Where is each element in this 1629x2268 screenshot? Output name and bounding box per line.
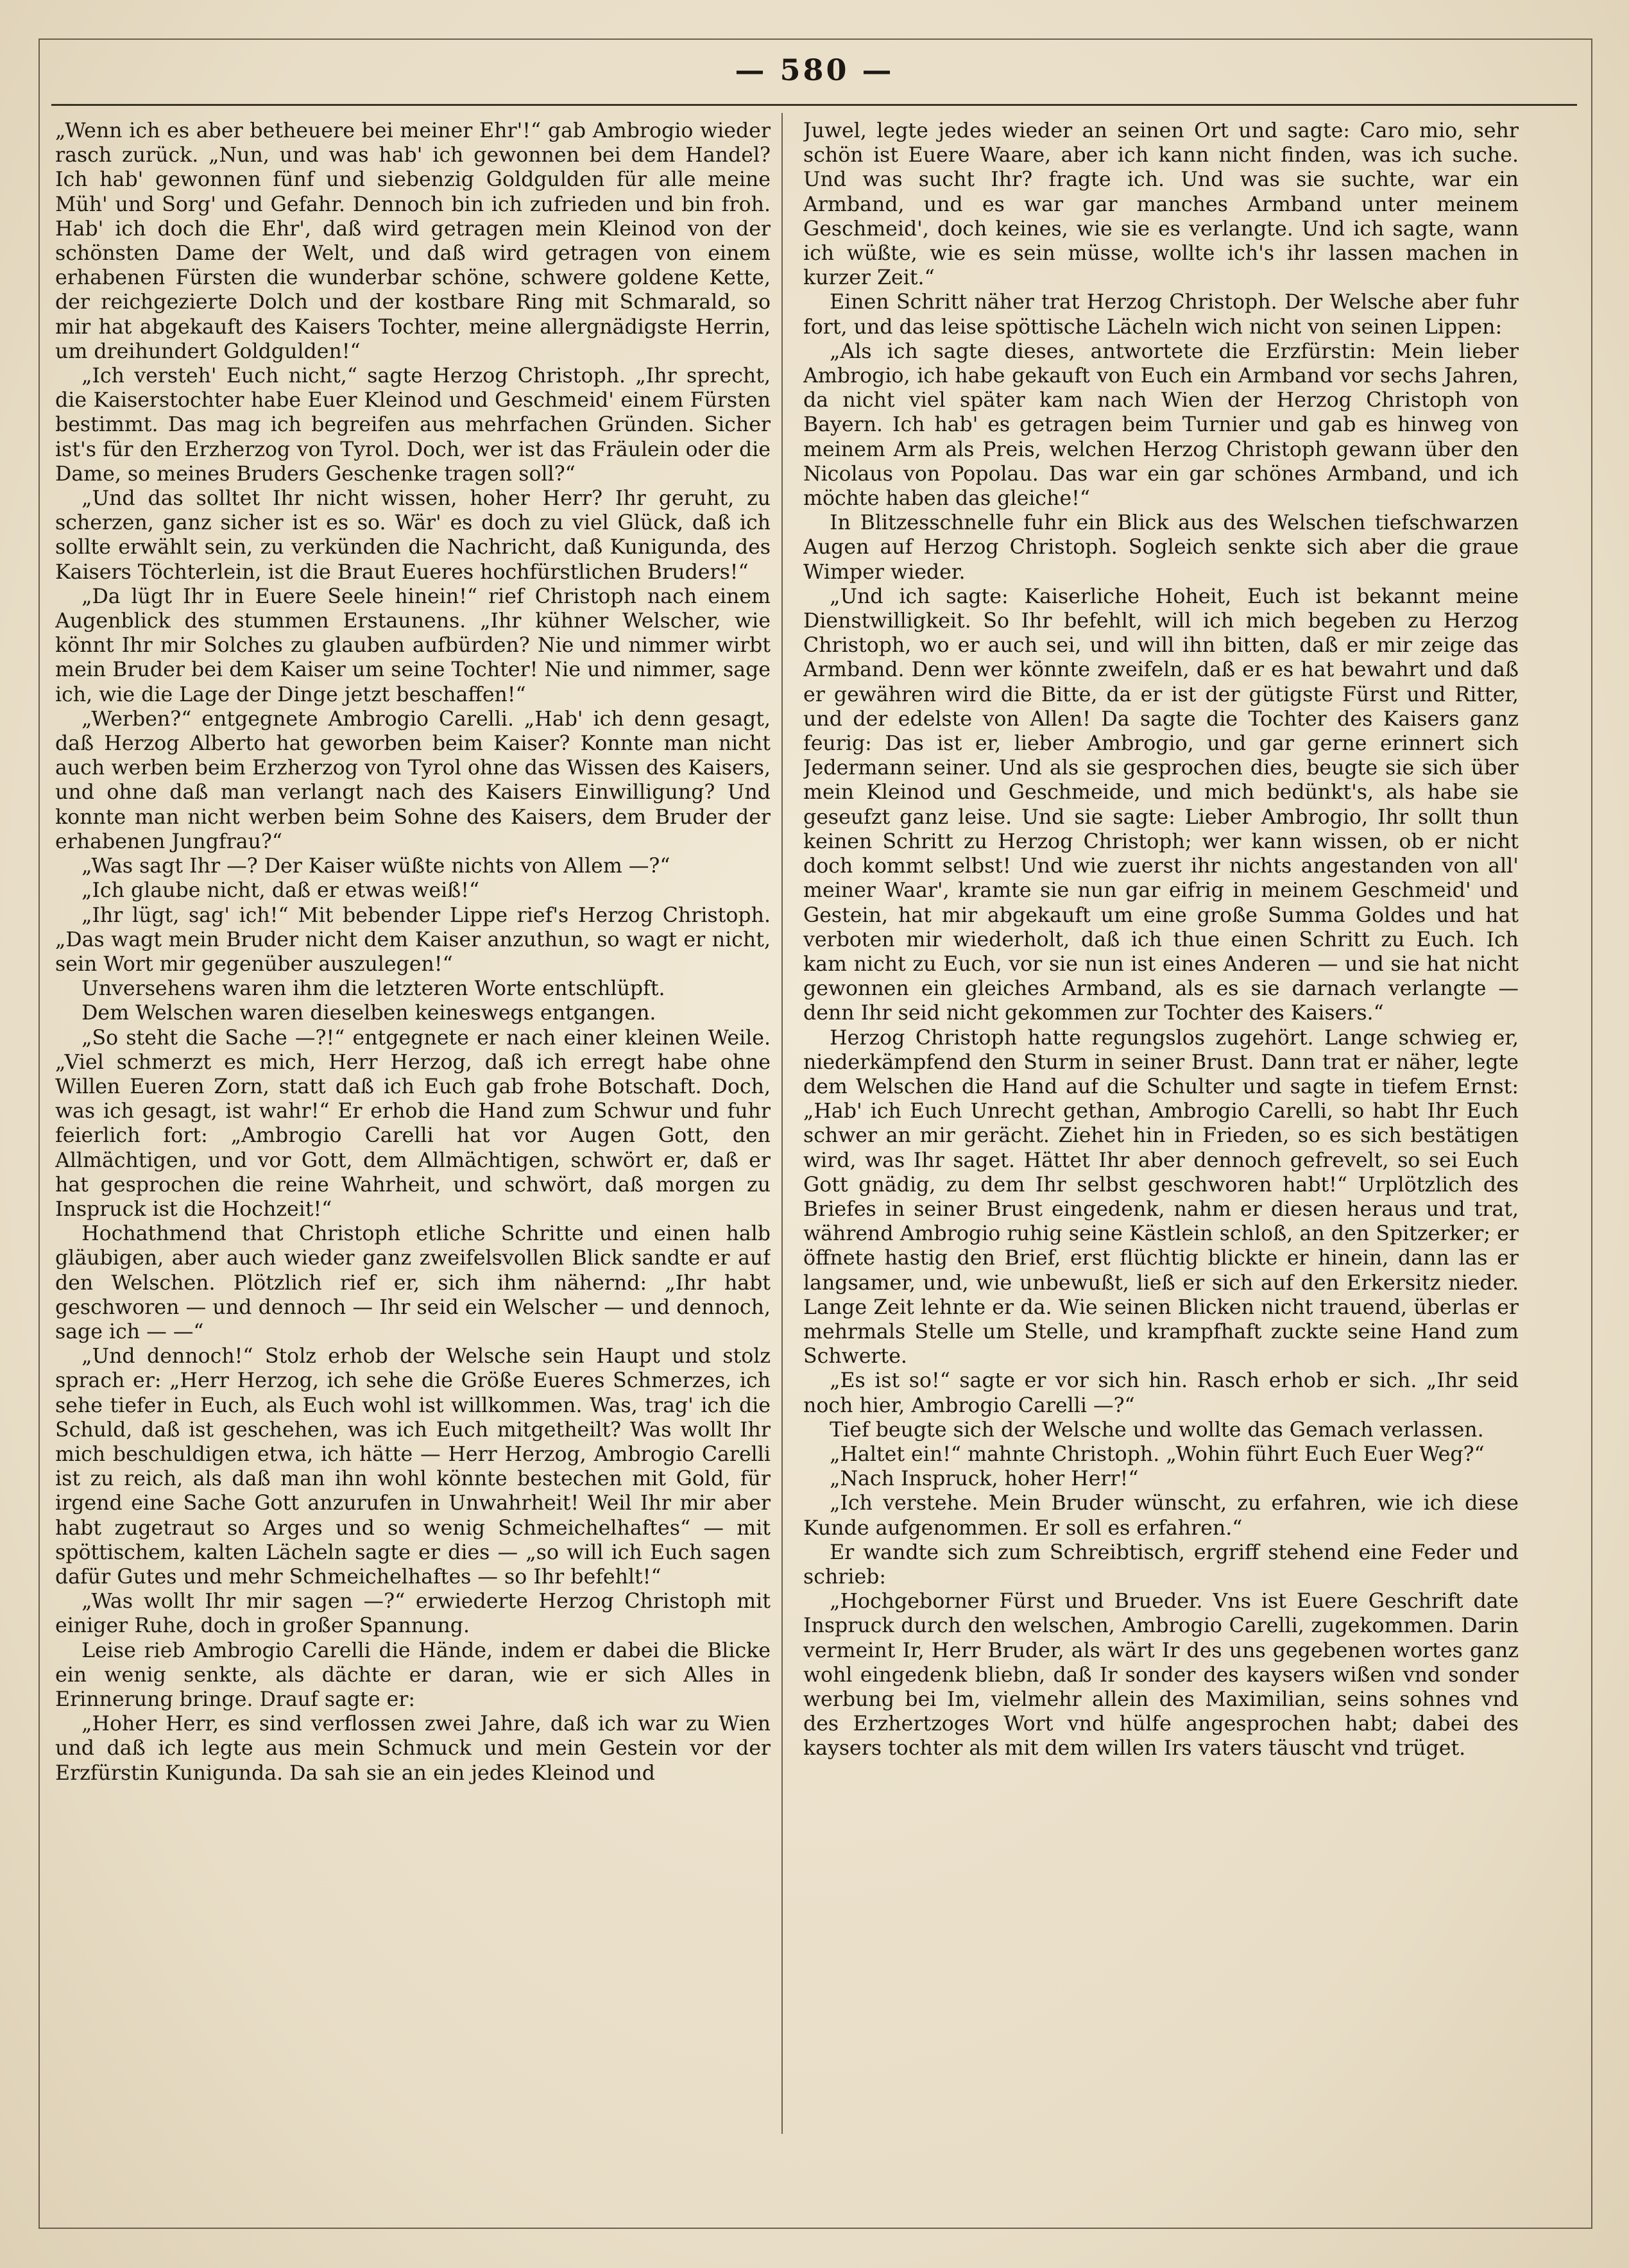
page-number: — 580 — — [735, 53, 894, 87]
paragraph: „Nach Inspruck, hoher Herr!“ — [830, 1467, 1139, 1491]
paragraph: „So steht die Sache —?!“ entgegnete er nach einer kleinen Weile. „Viel schmerzt es mich, Herr Herzog, daß ich erregt habe ohne Willen Eueren Zorn, statt daß ich Euch gab frohe Botschaft. Doch, was ich gesagt, ist wahr!“ Er erhob die Hand zum Schwur und fuhr feierlich fort: „Ambrogio Carelli hat vor Augen Gott, den Allmächtigen, und vor Gott, dem Allmächtigen, schwört er, daß er hat gesprochen die reine Wahrheit, und schwört, daß morgen zu Inspruck ist die Hochzeit!“ — [55, 1026, 771, 1221]
right-column — [803, 119, 1519, 2172]
header-rule — [51, 104, 1577, 106]
paragraph: „Hoher Herr, es sind verflossen zwei Jahre, daß ich war zu Wien und daß ich legte aus mein Schmuck und mein Gestein vor der Erzfürstin Kunigunda. Da sah sie an ein jedes Kleinod und — [55, 1712, 771, 1785]
paragraph: „Haltet ein!“ mahnte Christoph. „Wohin führt Euch Euer Weg?“ — [830, 1442, 1485, 1466]
paragraph: „Und das solltet Ihr nicht wissen, hoher Herr? Ihr geruht, zu scherzen, ganz sicher ist es so. Wär' es doch zu viel Glück, daß ich sollte erwählt sein, zu verkünden die Nachricht, daß Kunigunda, des Kaisers Töchterlein, ist die Braut Eueres hochfürstlichen Bruders!“ — [55, 487, 771, 584]
paragraph: Herzog Christoph hatte regungslos zugehört. Lange schwieg er, niederkämpfend den Sturm in seiner Brust. Dann trat er näher, legte dem Welschen die Hand auf die Schulter und sagte in tiefem Ernst: „Hab' ich Euch Unrecht gethan, Ambrogio Carelli, so habt Ihr Euch schwer an mir gerächt. Ziehet hin in Frieden, so es sich bestätigen wird, was Ihr saget. Hättet Ihr aber dennoch gefrevelt, so sei Euch Gott gnädig, zu dem Ihr selbst geschworen habt!“ Urplötzlich des Briefes in seiner Brust eingedenk, nahm er diesen heraus und trat, während Ambrogio ruhig seine Kästlein schloß, an den Spitzerker; er öffnete hastig den Brief, erst flüchtig blickte er hinein, dann las er langsamer, und, wie unbewußt, ließ er sich auf den Erkersitz nieder. Lange Zeit lehnte er da. Wie seinen Blicken nicht trauend, überlas er mehrmals Stelle um Stelle, und krampfhaft zuckte seine Hand zum Schwerte. — [803, 1026, 1519, 1368]
paragraph: „Es ist so!“ sagte er vor sich hin. Rasch erhob er sich. „Ihr seid noch hier, Ambrogio Carelli —?“ — [803, 1369, 1519, 1417]
paragraph: „Ich verstehe. Mein Bruder wünscht, zu erfahren, wie ich diese Kunde aufgenommen. Er soll es erfahren.“ — [803, 1492, 1519, 1540]
paragraph: Unversehens waren ihm die letzteren Worte entschlüpft. — [81, 977, 665, 1001]
paragraph: „Da lügt Ihr in Euere Seele hinein!“ rief Christoph nach einem Augenblick des stummen Erstaunens. „Ihr kühner Welscher, wie könnt Ihr mir Solches zu glauben aufbürden? Nie und nimmer wirbt mein Bruder bei dem Kaiser um seine Tochter! Nie und nimmer, sage ich, wie die Lage der Dinge jetzt beschaffen!“ — [55, 584, 771, 706]
paragraph: „Ich versteh' Euch nicht,“ sagte Herzog Christoph. „Ihr sprecht, die Kaiserstochter habe Euer Kleinod und Geschmeid' einem Fürsten bestimmt. Das mag ich begreifen aus mehrfachen Gründen. Sicher ist's für den Erzherzog von Tyrol. Doch, wer ist das Fräulein oder die Dame, so meines Bruders Geschenke tragen soll?“ — [55, 364, 771, 486]
paragraph: „Und ich sagte: Kaiserliche Hoheit, Euch ist bekannt meine Dienstwilligkeit. So Ihr befehlt, will ich mich begeben zu Herzog Christoph, wo er auch sei, und will ihn bitten, daß er mir zeige das Armband. Denn wer könnte zweifeln, daß er es hat bewahrt und daß er gewähren wird die Bitte, da er ist der gütigste Fürst und Ritter, und der edelste von Allen! Da sagte die Tochter des Kaisers ganz feurig: Das ist er, lieber Ambrogio, und gar gerne erinnert sich Jedermann seiner. Und als sie gesprochen dies, beugte sie sich über mein Kleinod und Geschmeide, und mich bedünkt's, als habe sie geseufzt ganz leise. Und sie sagte: Lieber Ambrogio, Ihr sollt thun keinen Schritt zu Herzog Christoph; wer kann wissen, ob er nicht doch kommt selbst! Und wie zuerst ihr nichts angestanden von all' meiner Waar', kramte sie nun gar eifrig in meinem Geschmeid' und Gestein, hat mir abgekauft um eine große Summa Goldes und hat verboten mir wiederholt, daß ich thue einen Schritt zu Euch. Ich kam nicht zu Euch, vor sie nun ist eines Anderen — und sie hat nicht gewonnen ein gleiches Armband, als es sie darnach verlangte — denn Ihr seid nicht gekommen zur Tochter des Kaisers.“ — [803, 584, 1519, 1025]
paragraph: „Was sagt Ihr —? Der Kaiser wüßte nichts von Allem —?“ — [81, 855, 670, 878]
paragraph: In Blitzesschnelle fuhr ein Blick aus des Welschen tiefschwarzen Augen auf Herzog Christoph. Sogleich senkte sich aber die graue Wimper wieder. — [803, 511, 1519, 584]
paragraph: Tief beugte sich der Welsche und wollte das Gemach verlassen. — [830, 1418, 1484, 1442]
paragraph: „Was wollt Ihr mir sagen —?“ erwiederte Herzog Christoph mit einiger Ruhe, doch in großer Spannung. — [55, 1590, 771, 1638]
paragraph: Hochathmend that Christoph etliche Schritte und einen halb gläubigen, aber auch wieder ganz zweifelsvollen Blick sandte er auf den Welschen. Plötzlich rief er, sich ihm nähernd: „Ihr habt geschworen — und dennoch — Ihr seid ein Welscher — und dennoch, sage ich — —“ — [55, 1222, 771, 1343]
paragraph: „Werben?“ entgegnete Ambrogio Carelli. „Hab' ich denn gesagt, daß Herzog Alberto hat geworben beim Kaiser? Konnte man nicht auch werben beim Erzherzog von Tyrol ohne das Wissen des Kaisers, und ohne daß man verlangt nach des Kaisers Einwilligung? Und konnte man nicht werben beim Sohne des Kaisers, dem Bruder der erhabenen Jungfrau?“ — [55, 707, 771, 853]
left-column — [55, 119, 771, 2172]
paragraph: Leise rieb Ambrogio Carelli die Hände, indem er dabei die Blicke ein wenig senkte, als dächte er daran, wie er sich Alles in Erinnerung bringe. Drauf sagte er: — [55, 1639, 771, 1711]
paragraph: Juwel, legte jedes wieder an seinen Ort und sagte: Caro mio, sehr schön ist Euere Waare, aber ich kann nicht finden, was ich suche. Und was sucht Ihr? fragte ich. Und was sie suchte, war ein Armband, und es war gar manches Armband unter meinem Geschmeid', doch keines, wie sie es verlangte. Und ich sagte, wann ich wüßte, wie es sein müsse, wollte ich's ihr lassen machen in kurzer Zeit.“ — [803, 119, 1519, 290]
paragraph: Dem Welschen waren dieselben keineswegs entgangen. — [81, 1002, 656, 1025]
column-divider — [781, 113, 783, 2134]
paragraph: „Ihr lügt, sag' ich!“ Mit bebender Lippe rief's Herzog Christoph. „Das wagt mein Bruder nicht dem Kaiser anzuthun, so wagt er nicht, sein Wort mir gegenüber auszulegen!“ — [55, 903, 771, 976]
paragraph: Er wandte sich zum Schreibtisch, ergriff stehend eine Feder und schrieb: — [803, 1540, 1519, 1589]
paragraph: Einen Schritt näher trat Herzog Christoph. Der Welsche aber fuhr fort, und das leise spöttische Lächeln wich nicht von seinen Lippen: — [803, 291, 1519, 339]
paragraph: „Als ich sagte dieses, antwortete die Erzfürstin: Mein lieber Ambrogio, ich habe gekauft von Euch ein Armband vor sechs Jahren, da nicht viel später kam nach Wien der Herzog Christoph von Bayern. Ich hab' es getragen beim Turnier und gab es hinweg von meinem Arm als Preis, welchen Herzog Christoph gewann über den Nicolaus von Popolau. Das war ein gar schönes Armband, und ich möchte haben das gleiche!“ — [803, 339, 1519, 511]
paragraph: „Hochgeborner Fürst und Brueder. Vns ist Euere Geschrift date Inspruck durch den welschen, Ambrogio Carelli, zugekommen. Darin vermeint Ir, Herr Bruder, als wärt Ir des uns gegebenen wortes ganz wohl eingedenk bliebn, daß Ir sonder des kaysers wißen vnd sonder werbung bei Im, vielmehr allein des Maximilian, seins sohnes vnd des Erzhertzoges Wort vnd hülfe angesprochen habt; dabei des kaysers tochter als mit dem willen Irs vaters täuscht vnd trüget. — [803, 1590, 1519, 1761]
paragraph: „Wenn ich es aber betheuere bei meiner Ehr'!“ gab Ambrogio wieder rasch zurück. „Nun, und was hab' ich gewonnen bei dem Handel? Ich hab' gewonnen fünf und siebenzig Goldgulden für alle meine Müh' und Sorg' und Gefahr. Dennoch bin ich zufrieden und bin froh. Hab' ich doch die Ehr', daß wird getragen mein Kleinod von der schönsten Dame der Welt, und daß wird getragen von einem erhabenen Fürsten die wunderbar schöne, schwere goldene Kette, der reichgezierte Dolch und der kostbare Ring mit Schmarald, so mir hat abgekauft des Kaisers Tochter, meine allergnädigste Herrin, um dreihundert Goldgulden!“ — [55, 119, 771, 363]
paragraph: „Ich glaube nicht, daß er etwas weiß!“ — [81, 879, 480, 903]
paragraph: „Und dennoch!“ Stolz erhob der Welsche sein Haupt und stolz sprach er: „Herr Herzog, ich sehe die Größe Eueres Schmerzes, ich sehe tiefer in Euch, als Euch wohl ist willkommen. Was, trag' ich die Schuld, daß ist geschehen, was ich Euch mitgetheilt? Was wollt Ihr mich beschuldigen etwa, ich hätte — Herr Herzog, Ambrogio Carelli ist zu reich, als daß man ihn wohl könnte bestechen mit Gold, für irgend eine Sache Gott anzurufen in Unwahrheit! Weil Ihr mir aber habt zugetraut so Arges und so wenig Schmeichelhaftes“ — mit spöttischem, kalten Lächeln sagte er dies — „so will ich Euch sagen dafür Gutes und mehr Schmeichelhaftes — so Ihr befehlt!“ — [55, 1345, 771, 1589]
